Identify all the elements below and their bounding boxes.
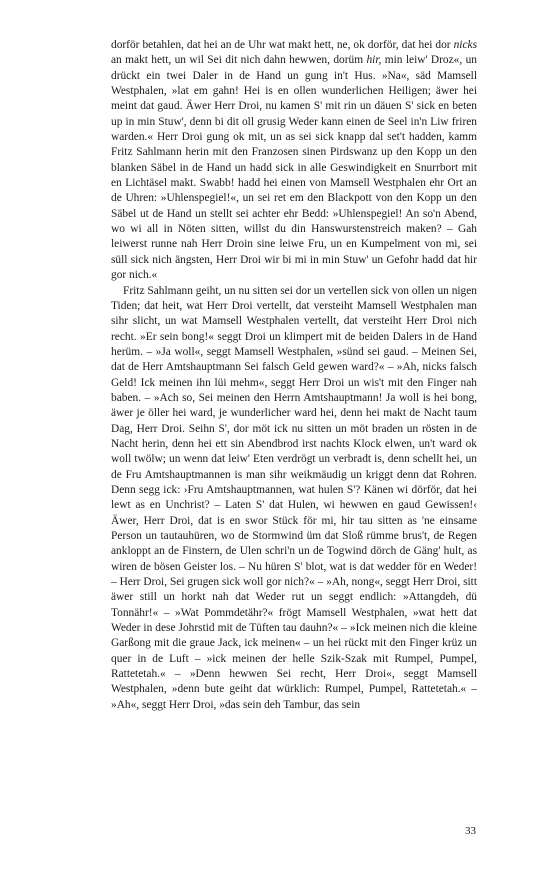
paragraph-1 (111, 38, 477, 284)
page-number: 33 (465, 825, 476, 837)
text-run: an makt hett, un wil Sei dit nich dahn hewwen, dorüm (111, 54, 367, 67)
text-run: dorför betahlen, dat hei an de Uhr wat makt hett, ne, ok dorför, dat hei dor (111, 39, 454, 51)
text-run: Fritz Sahlmann geiht, un nu sitten sei dor un vertellen sick von ollen un nigen Tiden; dat heit, wat Herr Droi vertellt, dat versteiht Mamsell Westphalen man sihr slicht, un wat Mamsell Westphalen vertellt, dat versteiht Herr Droi nich recht. »Er sein bong!« seggt Droi un klimpert mit de beiden Dalers in de Hand herüm. – »Ja woll«, seggt Mamsell Westphalen, »sünd sei gaud. – Meinen Sei, dat de Herr Amtshauptmann Sei falsch Geld gewen ward?« – »Ah, nicks falsch Geld! Ick meinen ihn lüi mehm«, seggt Herr Droi un wis't mit den Finger nah baben. – »Ach so, Sei meinen den Herrn Amtshauptmann! Ja woll is hei bong, äwer je öller hei ward, je wunderlicher ward hei, denn hei makt de Nacht taum Dag, Herr Droi. Seihn S', dor möt ick nu sitten un möt braden un rösten in de Nacht herin, denn hei ett sin Abendbrod irst nachts Klock elwen, un't ward ok woll twölw; un wenn dat leiw' Eten verdrögt un verbradt is, denn schellt hei, un de Fru Amtshauptmannen is man sihr weikmäudig un kriggt denn dat Rohren. Denn segg ick: ›Fru Amtshauptmannen, wat hulen S'? Känen wi dörför, dat hei lewt as en Unchrist? – Laten S' dat Hulen, wi hewwen en gaud Gewissen!‹ Äwer, Herr Droi, dat is en swor Stück för mi, hir tau sitten as 'ne einsame Person un tautauhüren, wo de Stormwind üm dat Sloß rümme brus't, de Regen ankloppt an de Finstern, de Ulen schri'n un de Togwind dörch de Gäng' hult, as wiren de bösen Geister los. – Nu hüren S' blot, wat is dat wedder för en Weder! – Herr Droi, Sei grugen sick woll gor nich?« – »Ah, nong«, seggt Herr Droi, sitt äwer still un horkt nah dat Weder rut un seggt endlich: »Attangdeh, dü Tonnähr!« – »Wat Pommdetähr?« frögt Mamsell Westphalen, »wat hett dat Weder in dese Johrstid mit de Tüften tau dauhn?« – »Ick meinen nich die kleine Garßong mit die graue Jack, ick meinen« – un hei rückt mit den Finger krüz un quer in de Luft – »ick meinen der helle Szik-Szak mit Rumpel, Pumpel, Rattetetah.« – »Denn hewwen Sei recht, Herr Droi«, seggt Mamsell Westphalen, »denn bute geiht dat würklich: Rumpel, Pumpel, Rattetetah.« – »Ah«, seggt Herr Droi, »das sein deh Tambur, das sein (111, 284, 477, 711)
paragraph-2 (111, 284, 477, 714)
text-run: min leiw' Droz«, un drückt ein twei Daler in de Hand un gung in't Hus. »Na«, säd Mamsell Westphalen, »lat em gahn! Hei is en ollen wunderlichen Heiligen; äwer hei meint dat gaud. Äwer Herr Droi, nu kamen S' mit rin un däuen S' sick en beten up in min Stuw', denn bi dit oll grusig Weder kann einen de Seel in'n Liw friren warden.« Herr Droi gung ok mit, un as sei sick knapp dal set't hadden, kamm Fritz Sahlmann herin mit den Franzosen sinen Pirdswanz up den Kopp un den blanken Säbel in de Hand un hadd sick in alle Geswindigkeit en Snurrbort mit en Lichtäsel makt. Swabb! hadd hei einen von Mamsell Westphalen ehr Ort an de Uhren: »Uhlenspegiel!«, un sei ret em den Blackpott von den Kopp un den Säbel ut de Hand un stellt sei achter ehr Bedd: »Uhlenspegiel! An so'n Abend, wo wi all in Nöten sitten, willst du din Hanswurstenstreich maken? – Gah leiwerst runne nah Herr Droin sine leiwe Fru, un en Kumpelment von mi, sei süll sick nich ängsten, Herr Droi wir bi mi in min Stuw' un Gefohr hadd dat hir gor nich.« (111, 54, 477, 282)
italic-word: hir, (366, 54, 382, 67)
italic-word: nicks (453, 39, 477, 51)
body-text (111, 38, 477, 713)
